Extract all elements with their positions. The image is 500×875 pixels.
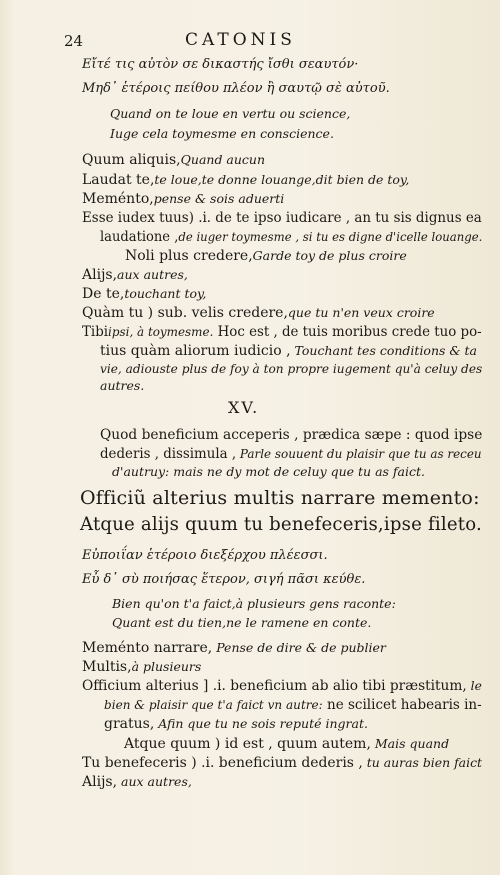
greek-verse-line: Εἴτέ τις αὐτὸν σε δικαστής ἴσθι σεαυτόν· xyxy=(82,57,359,72)
latin-text: Hoc est , de tuis moribus crede tuo po- xyxy=(213,324,482,340)
french-verse-line: Quant est du tien,ne le ramene en conte. xyxy=(112,615,372,630)
commentary-line xyxy=(82,153,265,167)
french-gloss: touchant toy, xyxy=(124,286,207,301)
commentary-line xyxy=(82,268,188,282)
french-gloss: Afin que tu ne sois reputé ingrat. xyxy=(154,716,368,731)
commentary-line xyxy=(100,230,482,244)
latin-text: Tibi xyxy=(82,324,109,340)
running-title: CATONIS xyxy=(185,30,296,50)
french-gloss: de iuger toymesme , si tu es digne d'icelle louange. xyxy=(178,229,483,244)
latin-verse-line: Officiũ alterius multis narrare memento: xyxy=(80,487,480,509)
latin-text: Quum aliquis, xyxy=(82,152,181,168)
commentary-line xyxy=(82,679,482,693)
latin-text: Meménto narrare, xyxy=(82,640,213,656)
latin-text: Laudat te, xyxy=(82,172,155,188)
french-gloss: Mais quand xyxy=(370,736,450,751)
french-gloss: vie, adiouste plus de foy à ton propre iugement qu'à celuy des xyxy=(100,361,483,376)
commentary-line: Quod beneficium acceperis , prædica sæpe : quod ipse xyxy=(100,427,483,443)
greek-verse-line: Εὐποιΐαν ἑτέροιο διεξέρχου πλέεσσι. xyxy=(82,548,328,563)
commentary-line xyxy=(82,211,482,225)
commentary-line xyxy=(82,756,482,770)
greek-verse-line: Μηδ᾽ ἑτέροις πείθου πλέον ἢ σαυτῷ σὲ αὐτοῦ. xyxy=(82,81,390,96)
latin-text: ne scilicet habearis in- xyxy=(322,697,482,713)
latin-text: Quàm tu ) sub. velis credere, xyxy=(82,305,288,321)
latin-text: Multis, xyxy=(82,659,132,675)
commentary-line xyxy=(82,192,284,206)
latin-text: Officium alterius ] .i. beneficium ab alio tibi præstitum, xyxy=(82,678,467,694)
latin-verse-line: Atque alijs quum tu benefeceris,ipse fileto. xyxy=(80,513,482,535)
greek-verse-line: Εὖ δ᾽ σὺ ποιήσας ἕτερον, σιγή πᾶσι κεύθε. xyxy=(82,572,366,587)
latin-text: Alijs, xyxy=(82,774,118,790)
french-gloss: que tu n'en veux croire xyxy=(287,305,435,320)
french-gloss: à plusieurs xyxy=(131,659,202,674)
french-gloss: d'autruy: mais ne dy mot de celuy que tu as faict. xyxy=(112,464,426,479)
commentary-line xyxy=(82,287,206,301)
french-gloss: pense & sois aduerti xyxy=(153,191,285,206)
commentary-line xyxy=(82,306,435,320)
latin-text: Tu benefeceris ) .i. beneficium dederis , xyxy=(82,755,363,771)
french-gloss: Garde toy de plus croire xyxy=(252,248,407,263)
latin-text: Alijs, xyxy=(82,267,118,283)
french-gloss: ipsi, à toymesme. xyxy=(108,324,214,339)
french-verse-line: Iuge cela toymesme en conscience. xyxy=(110,126,334,141)
commentary-line xyxy=(125,249,407,263)
commentary-line xyxy=(100,344,477,358)
commentary-line xyxy=(82,775,192,789)
french-verse-line: Quand on te loue en vertu ou science, xyxy=(110,106,351,121)
french-gloss: autres. xyxy=(100,378,145,393)
commentary-line xyxy=(104,698,482,712)
commentary-line xyxy=(124,737,449,751)
latin-text: Atque quum ) id est , quum autem, xyxy=(124,736,371,752)
french-gloss: bien & plaisir que t'a faict vn autre: xyxy=(104,697,323,712)
latin-text: De te, xyxy=(82,286,125,302)
french-gloss: Parle souuent du plaisir que tu as receu xyxy=(236,446,482,461)
french-gloss: tu auras bien faict xyxy=(362,755,483,770)
french-gloss: Quand aucun xyxy=(180,152,266,167)
page-number: 24 xyxy=(64,32,84,50)
latin-text: dederis , dissimula , xyxy=(100,446,237,462)
french-gloss: te loue,te donne louange,dit bien de toy, xyxy=(154,172,410,187)
latin-text: Esse iudex tuus) .i. de te ipso iudicare , an tu sis dignus ea xyxy=(82,210,482,226)
section-heading: XV. xyxy=(228,398,260,417)
commentary-line xyxy=(82,173,409,187)
latin-text: Noli plus credere, xyxy=(125,248,253,264)
latin-text: tius quàm aliorum iudicio , xyxy=(100,343,291,359)
french-gloss: aux autres, xyxy=(117,267,188,282)
commentary-line xyxy=(82,325,482,339)
commentary-line xyxy=(100,447,482,461)
french-verse-line: Bien qu'on t'a faict,à plusieurs gens raconte: xyxy=(112,596,396,611)
french-gloss: Pense de dire & de publier xyxy=(212,640,386,655)
latin-text: Meménto, xyxy=(82,191,154,207)
french-gloss: Touchant tes conditions & ta xyxy=(290,343,477,358)
french-gloss: aux autres, xyxy=(117,774,192,789)
commentary-line xyxy=(82,660,201,674)
commentary-line xyxy=(104,717,368,731)
french-gloss: le xyxy=(466,678,482,693)
commentary-line xyxy=(82,641,386,655)
latin-text: laudatione , xyxy=(100,229,179,245)
latin-text: gratus, xyxy=(104,716,155,732)
